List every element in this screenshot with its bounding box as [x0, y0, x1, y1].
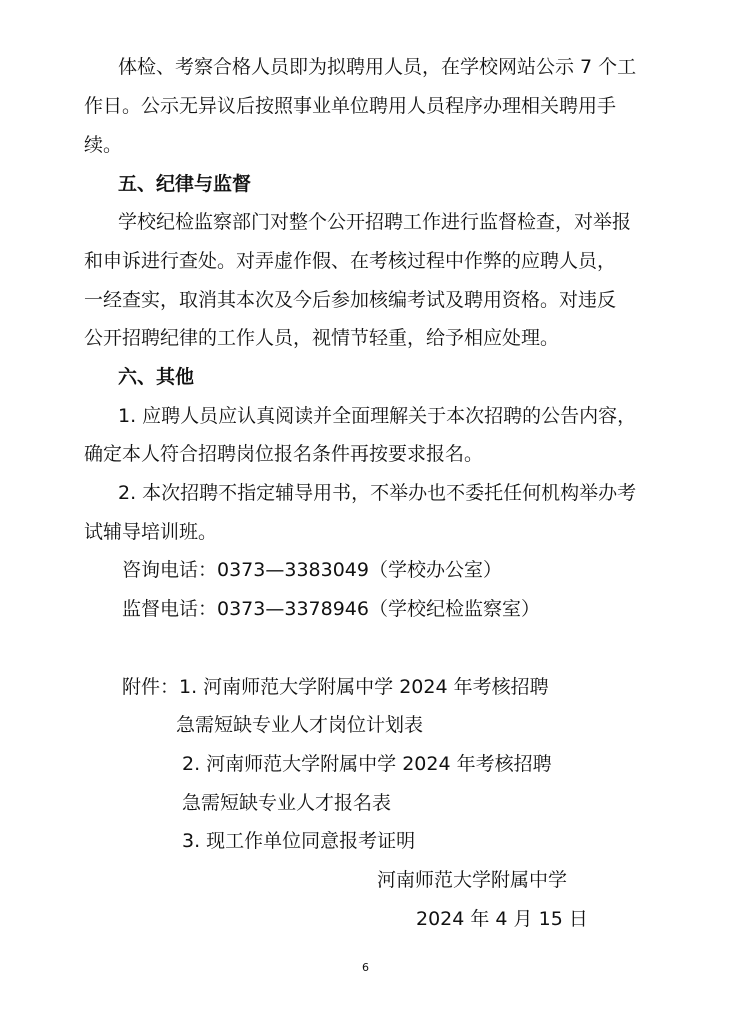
paragraph-line: 学校纪检监察部门对整个公开招聘工作进行监督检查，对举报 — [118, 211, 632, 233]
attachment-item-2-cont: 急需短缺专业人才报名表 — [182, 792, 392, 814]
paragraph-line: 和申诉进行查处。对弄虚作假、在考核过程中作弊的应聘人员， — [84, 250, 617, 272]
paragraph-line: 确定本人符合招聘岗位报名条件再按要求报名。 — [84, 443, 484, 465]
paragraph-line: 续。 — [84, 134, 123, 156]
signature-org: 河南师范大学附属中学 — [377, 869, 568, 891]
consult-phone: 咨询电话：0373—3383049（学校办公室） — [122, 559, 502, 581]
page-number: 6 — [362, 961, 369, 974]
attachment-item-1: 附件：1. 河南师范大学附属中学 2024 年考核招聘 — [122, 676, 549, 698]
paragraph-line: 作日。公示无异议后按照事业单位聘用人员程序办理相关聘用手 — [84, 95, 617, 117]
attachment-item-1-cont: 急需短缺专业人才岗位计划表 — [176, 714, 424, 736]
section-heading: 五、纪律与监督 — [118, 173, 252, 195]
paragraph-line: 公开招聘纪律的工作人员，视情节轻重，给予相应处理。 — [84, 327, 560, 349]
paragraph-line: 1. 应聘人员应认真阅读并全面理解关于本次招聘的公告内容， — [118, 405, 637, 427]
section-heading: 六、其他 — [118, 366, 195, 388]
paragraph-line: 体检、考察合格人员即为拟聘用人员，在学校网站公示 7 个工 — [118, 56, 637, 78]
paragraph-line: 试辅导培训班。 — [84, 521, 218, 543]
attachment-item-3: 3. 现工作单位同意报考证明 — [182, 830, 416, 852]
attachment-item-2: 2. 河南师范大学附属中学 2024 年考核招聘 — [182, 753, 552, 775]
paragraph-line: 2. 本次招聘不指定辅导用书，不举办也不委托任何机构举办考 — [118, 482, 637, 504]
supervise-phone: 监督电话：0373—3378946（学校纪检监察室） — [122, 598, 540, 620]
signature-date: 2024 年 4 月 15 日 — [416, 908, 588, 930]
paragraph-line: 一经查实，取消其本次及今后参加核编考试及聘用资格。对违反 — [84, 289, 617, 311]
